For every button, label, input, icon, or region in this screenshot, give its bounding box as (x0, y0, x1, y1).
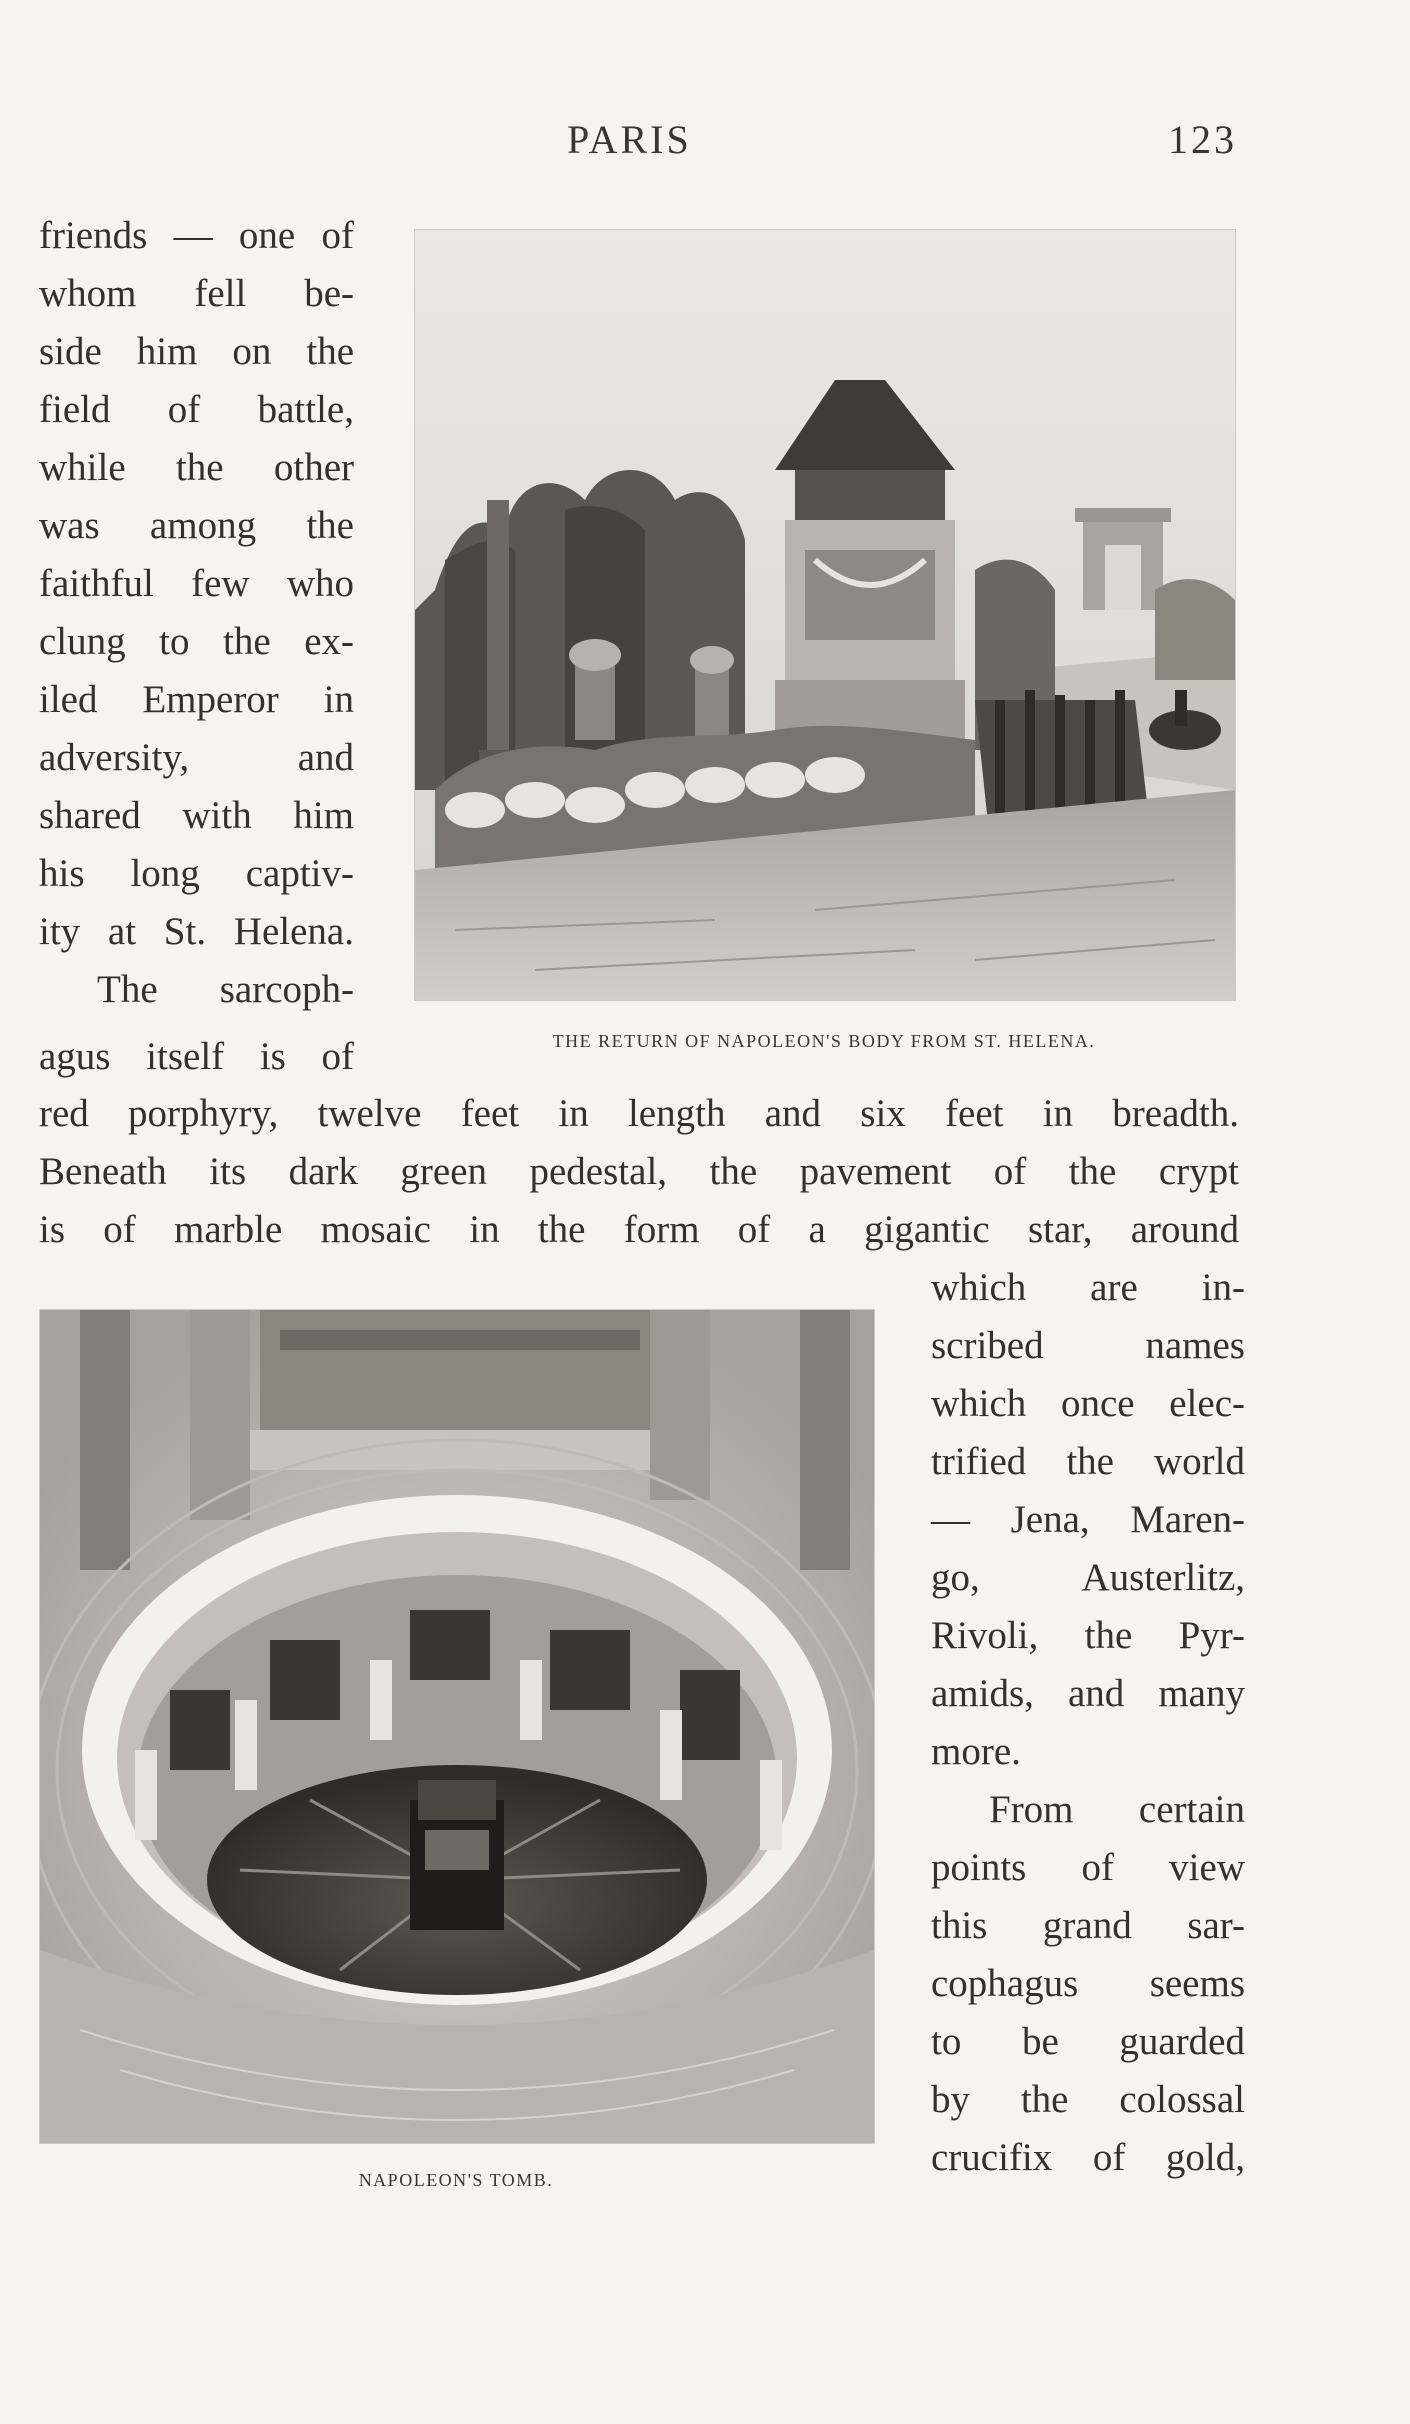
text-line: shared with him (39, 794, 354, 837)
text-line: cophagus seems (931, 1962, 1245, 2005)
text-line: red porphyry, twelve feet in length and six feet in breadth. (39, 1092, 1239, 1135)
text-line: crucifix of gold, (931, 2136, 1245, 2179)
text-line: agus itself is of (39, 1035, 354, 1078)
procession-illustration (414, 229, 1236, 1001)
text-line: faithful few who (39, 562, 354, 605)
text-line: — Jena, Maren- (931, 1498, 1245, 1541)
tomb-illustration (39, 1309, 875, 2144)
tomb-photograph (40, 1310, 874, 2143)
text-line: was among the (39, 504, 354, 547)
text-line: whom fell be- (39, 272, 354, 315)
text-line: ity at St. Helena. (39, 910, 354, 953)
text-line: clung to the ex- (39, 620, 354, 663)
text-line: which are in- (931, 1266, 1245, 1309)
text-line: more. (931, 1730, 1021, 1773)
text-line: while the other (39, 446, 354, 489)
text-line: which once elec- (931, 1382, 1245, 1425)
text-line: side him on the (39, 330, 354, 373)
text-line: adversity, and (39, 736, 354, 779)
text-line: is of marble mosaic in the form of a gigantic star, around (39, 1208, 1239, 1251)
text-line: field of battle, (39, 388, 354, 431)
text-line: Rivoli, the Pyr- (931, 1614, 1245, 1657)
procession-engraving (415, 230, 1235, 1000)
text-line: go, Austerlitz, (931, 1556, 1245, 1599)
text-line: scribed names (931, 1324, 1245, 1367)
running-title: PARIS (567, 117, 692, 162)
text-line: Beneath its dark green pedestal, the pavement of the crypt (39, 1150, 1239, 1193)
text-line: iled Emperor in (39, 678, 354, 721)
page-number: 123 (1168, 117, 1237, 162)
text-line: From certain (989, 1788, 1245, 1831)
text-line: his long captiv- (39, 852, 354, 895)
text-line: amids, and many (931, 1672, 1245, 1715)
procession-caption: THE RETURN OF NAPOLEON'S BODY FROM ST. HELENA. (552, 1031, 1096, 1051)
text-line: this grand sar- (931, 1904, 1245, 1947)
text-line: by the colossal (931, 2078, 1245, 2121)
text-line: friends — one of (39, 214, 354, 257)
text-line: points of view (931, 1846, 1245, 1889)
tomb-caption: NAPOLEON'S TOMB. (358, 2170, 554, 2190)
text-line: trified the world (931, 1440, 1245, 1483)
running-head (0, 116, 1410, 166)
text-line: The sarcoph- (97, 968, 354, 1011)
text-line: to be guarded (931, 2020, 1245, 2063)
